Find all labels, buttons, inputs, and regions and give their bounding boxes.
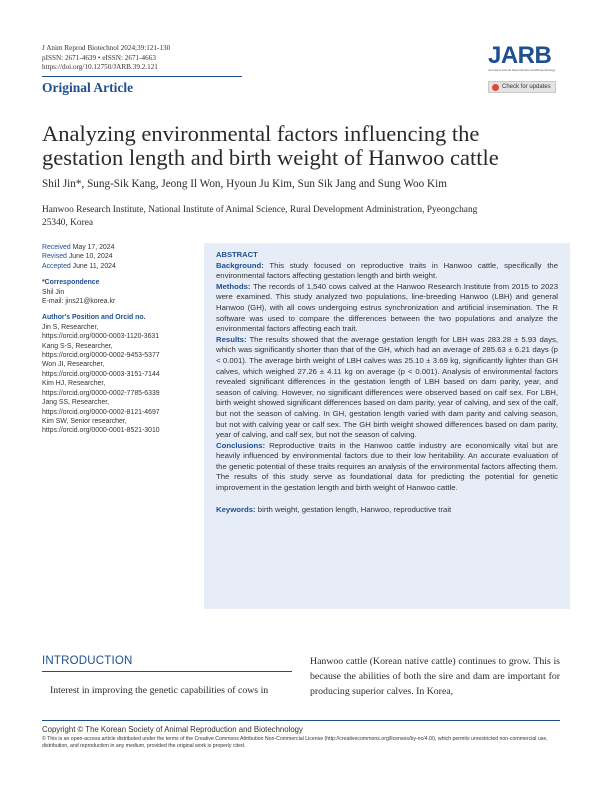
orcid-entry: Won JI, Researcher, xyxy=(42,361,105,369)
affiliation-line-1: Hanwoo Research Institute, National Institute of Animal Science, Rural Development Administration, Pyeongchang xyxy=(42,205,478,215)
accepted-date: June 11, 2024 xyxy=(72,262,116,270)
revised-date-row xyxy=(42,252,192,261)
article-title xyxy=(42,122,562,170)
methods-text: The records of 1,540 cows calved at the Hanwoo Research Institute from 2015 to 2023 were examined. This study analyzed two populations, line-breeding Hanwoo (LBH) and general Hanwoo (GH), with all cows undergoing estrus synchronization and artificial insemination. The R software was used to compare the differences between the two populations and analyze the environmental factors affecting each trait. xyxy=(216,281,559,334)
introduction-text-left: Interest in improving the genetic capabilities of cows in xyxy=(50,685,269,696)
abstract-results xyxy=(216,335,558,441)
correspondence-heading: *Correspondence xyxy=(42,279,100,287)
background-text: This study focused on reproductive traits in Hanwoo cattle, specifically the environmental factors affecting gestation length and birth weight. xyxy=(216,260,559,281)
background-label: Background: xyxy=(216,260,264,270)
crossmark-icon xyxy=(492,84,499,91)
journal-logo xyxy=(488,44,558,72)
accepted-label: Accepted xyxy=(42,262,71,270)
results-label: Results: xyxy=(216,334,247,344)
license-notice: © This is an open-access article distributed under the terms of the Creative Commons Attribution Non-Commercial License (http://creativecommons.org/licenses/by-nc/4.0/), which permits unrestricted non-commercial use, distribution, and reproduction in any medium, provided the original work is properly cited. xyxy=(42,736,548,749)
accepted-date-row xyxy=(42,262,192,271)
article-type-label: Original Article xyxy=(42,80,134,95)
abstract-box xyxy=(204,243,570,609)
title-line-1: Analyzing environmental factors influencing the xyxy=(42,121,480,146)
doi-link[interactable]: https://doi.org/10.12750/JARB.39.2.121 xyxy=(42,63,158,72)
orcid-link[interactable]: https://orcid.org/0000-0002-7785-6339 xyxy=(42,389,160,397)
keywords-label: Keywords: xyxy=(216,504,256,514)
correspondence-name: Shil Jin xyxy=(42,288,65,296)
orcid-link[interactable]: https://orcid.org/0000-0003-1120-3631 xyxy=(42,333,160,341)
introduction-heading: INTRODUCTION xyxy=(42,655,133,667)
abstract-keywords xyxy=(216,505,558,516)
revised-date: June 10, 2024 xyxy=(68,253,113,261)
introduction-text-right: Hanwoo cattle (Korean native cattle) continues to grow. This is because the abilities of both the sire and dam are important for producing superior calves. In Korea, xyxy=(310,656,560,697)
revised-label: Revised xyxy=(42,253,67,261)
check-for-updates-button[interactable] xyxy=(488,81,556,93)
check-for-updates-label: Check for updates xyxy=(502,84,551,90)
orcid-link[interactable]: https://orcid.org/0000-0001-8521-3010 xyxy=(42,427,160,435)
copyright-notice: Copyright © The Korean Society of Animal Reproduction and Biotechnology xyxy=(42,725,303,734)
orcid-entry: Jang SS, Researcher, xyxy=(42,399,110,407)
abstract-background xyxy=(216,261,558,282)
correspondence-email[interactable]: E-mail: jins21@korea.kr xyxy=(42,298,116,306)
logo-wordmark: JARB xyxy=(488,42,552,69)
conclusions-text: Reproductive traits in the Hanwoo cattle industry are economically vital but are heavily influenced by environmental factors due to their low heritability. An accurate evaluation of the genetic potential of these traits requires an analysis of the environmental factors affecting them. The results of this study serve as foundational data for predicting the potential for genetic improvement in the gestation length and birth weight of Hanwoo cattle. xyxy=(216,440,558,493)
received-label: Received xyxy=(42,244,71,251)
orcid-entry: Kim HJ, Researcher, xyxy=(42,380,106,388)
methods-label: Methods: xyxy=(216,281,251,291)
abstract-methods xyxy=(216,282,558,335)
orcid-link[interactable]: https://orcid.org/0000-0002-8121-4697 xyxy=(42,408,160,416)
orcid-entry: Jin S, Researcher, xyxy=(42,323,99,331)
orcid-entry: Kim SW, Senior researcher, xyxy=(42,417,127,425)
title-line-2: gestation length and birth weight of Hanwoo cattle xyxy=(42,145,499,170)
keywords-text: birth weight, gestation length, Hanwoo, reproductive trait xyxy=(257,504,452,514)
logo-subtitle: Journal of Animal Reproduction and Biotechnology xyxy=(488,68,556,72)
conclusions-label: Conclusions: xyxy=(216,440,266,450)
orcid-list xyxy=(42,323,192,436)
orcid-link[interactable]: https://orcid.org/0000-0003-3151-7144 xyxy=(42,370,160,378)
article-dates xyxy=(42,243,192,271)
orcid-link[interactable]: https://orcid.org/0000-0002-9453-5377 xyxy=(42,352,160,360)
header-divider xyxy=(42,76,242,77)
results-text: The results showed that the average gestation length for LBH was 283.28 ± 5.93 days, which was significantly shorter than that of the GH, which had an average of 285.63 ± 6.21 days (p < 0.001). The average birth weight of LBH calves was 25.10 ± 3.69 kg, significantly lighter than GH calves, which weighed 27.26 ± 4.11 kg on average (p < 0.001). Analysis of environmental factors revealed significant differences in the gestation length of LBH based on dam parity, year, and season of calving. However, no significant differences were observed based on calf sex. For LBH, birth weight showed significant differences based on dam parity, year of calving, and sex of the calf, but not the season of calving. In GH, gestation length varied with dam parity and calving season, but not with calving year or calf sex. The GH birth weight showed differences based on dam parity, year of calving, and calf sex, but not the season of calving. xyxy=(216,334,558,440)
author-list: Shil Jin*, Sung-Sik Kang, Jeong Il Won, Hyoun Ju Kim, Sun Sik Jang and Sung Woo Kim xyxy=(42,178,447,190)
introduction-divider xyxy=(42,671,292,672)
received-date: May 17, 2024 xyxy=(72,244,115,251)
received-date-row xyxy=(42,243,192,252)
footer-divider xyxy=(42,720,560,721)
affiliation xyxy=(42,204,562,229)
journal-citation: J Anim Reprod Biotechnol 2024;39:121-130 xyxy=(42,44,171,52)
orcid-heading: Author's Position and Orcid no. xyxy=(42,314,146,322)
affiliation-line-2: 25340, Korea xyxy=(42,217,94,228)
article-sidebar xyxy=(42,243,192,436)
orcid-entry: Kang S-S, Researcher, xyxy=(42,342,113,350)
abstract-heading: ABSTRACT xyxy=(216,250,258,259)
journal-header xyxy=(42,44,170,73)
abstract-conclusions xyxy=(216,441,558,494)
issn-line: pISSN: 2671-4639 • eISSN: 2671-4663 xyxy=(42,53,156,62)
